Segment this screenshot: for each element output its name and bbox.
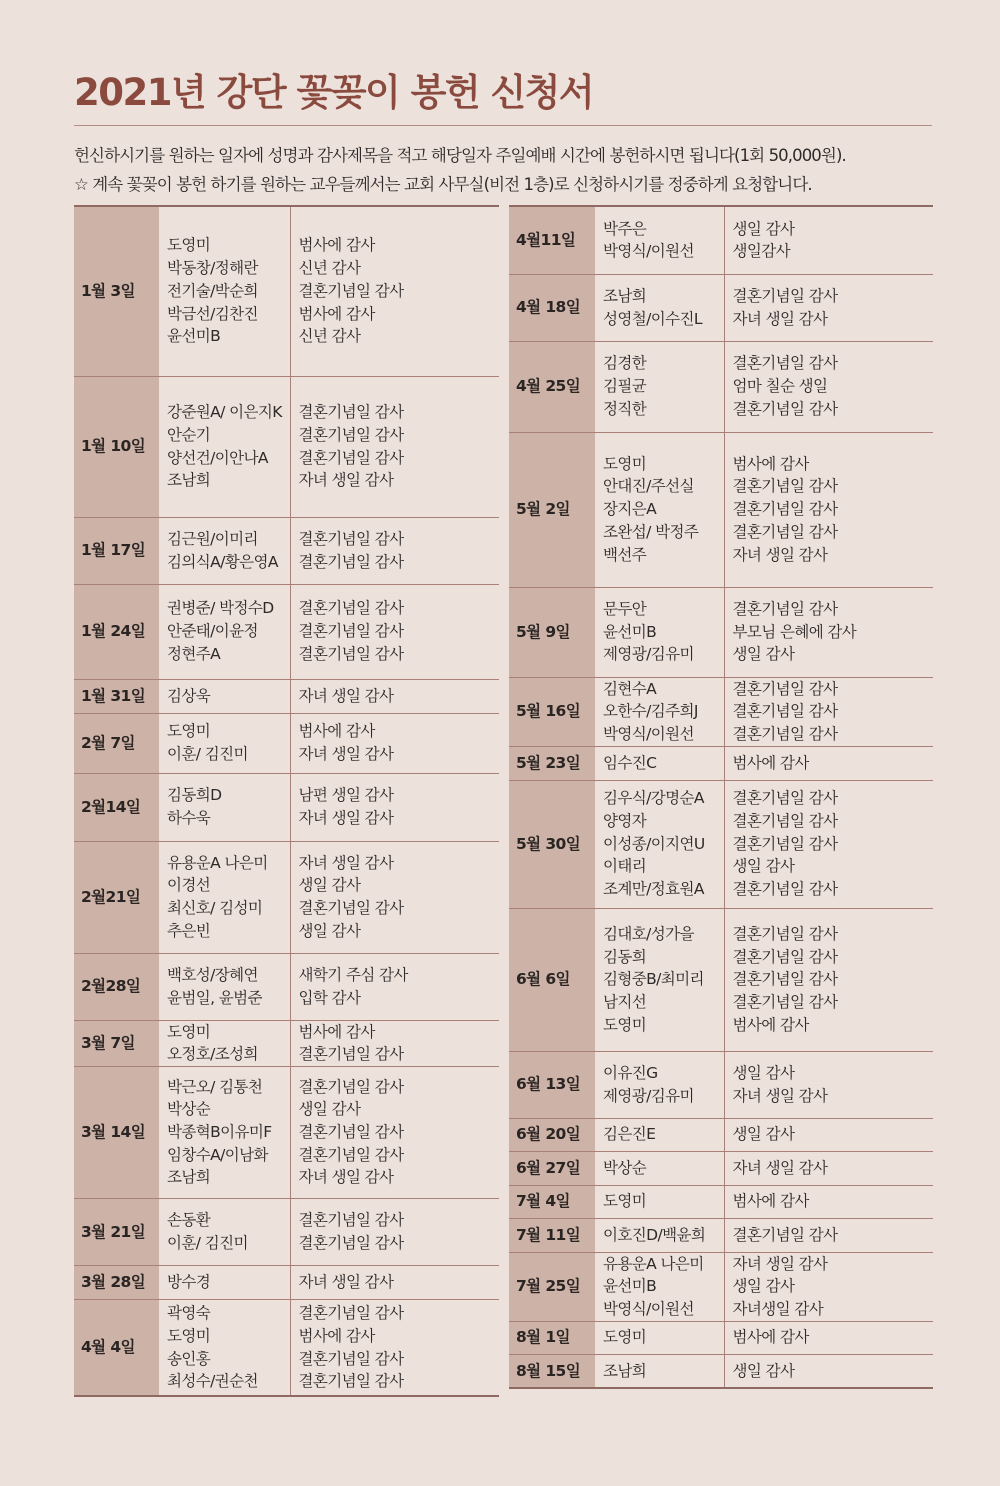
names-cell	[159, 1020, 290, 1066]
thanks-reason: 자녀 생일 감사	[732, 545, 828, 564]
donor-name: 전기술/박순희	[167, 281, 258, 300]
schedule-row	[74, 517, 499, 584]
thanks-cell	[724, 677, 933, 746]
thanks-cell	[724, 1185, 933, 1218]
thanks-reason: 범사에 감사	[732, 753, 809, 772]
thanks-reason: 결혼기념일 감사	[732, 354, 838, 373]
donor-name: 박상순	[603, 1158, 647, 1177]
donor-name: 권병준/ 박정수D	[167, 599, 274, 618]
names-cell	[595, 341, 724, 432]
date-cell: 5월 9일	[509, 587, 595, 677]
schedule-row	[74, 841, 499, 953]
thanks-reason: 결혼기념일 감사	[298, 599, 404, 618]
schedule-row	[509, 746, 933, 780]
thanks-reason: 입학 감사	[298, 988, 361, 1007]
donor-name: 조남희	[167, 1168, 211, 1187]
names-cell	[595, 274, 724, 341]
date-cell: 4월 18일	[509, 274, 595, 341]
schedule-row	[509, 587, 933, 677]
thanks-reason: 결혼기념일 감사	[298, 1349, 404, 1368]
date-cell: 3월 14일	[74, 1066, 159, 1198]
donor-name: 최성수/권순천	[167, 1372, 258, 1391]
donor-name: 김형중B/최미리	[603, 970, 704, 989]
donor-name: 김필균	[603, 377, 647, 396]
donor-name: 이훈/ 김진미	[167, 745, 248, 763]
thanks-cell	[724, 1218, 933, 1252]
donor-name: 이유진G	[603, 1063, 658, 1082]
thanks-reason: 생일 감사	[298, 921, 361, 940]
thanks-reason: 자녀 생일 감사	[298, 853, 394, 872]
schedule-row	[74, 206, 499, 376]
thanks-cell	[724, 1321, 933, 1354]
thanks-reason: 생일 감사	[298, 876, 361, 895]
date-cell: 3월 7일	[74, 1020, 159, 1066]
date-cell: 2월14일	[74, 773, 159, 841]
thanks-reason: 결혼기념일 감사	[732, 500, 838, 519]
names-cell	[595, 1321, 724, 1354]
donor-name: 도영미	[167, 1022, 211, 1041]
date-cell: 1월 10일	[74, 376, 159, 517]
thanks-cell	[724, 206, 933, 274]
thanks-reason: 범사에 감사	[298, 236, 375, 255]
date-cell: 5월 30일	[509, 780, 595, 908]
donor-name: 최신호/ 김성미	[167, 899, 263, 917]
donor-name: 박근오/ 김통천	[167, 1077, 263, 1096]
thanks-reason: 결혼기념일 감사	[298, 552, 404, 571]
names-cell	[159, 1066, 290, 1198]
donor-name: 백선주	[603, 545, 647, 564]
names-cell	[595, 587, 724, 677]
schedule-row	[74, 773, 499, 841]
date-cell: 1월 24일	[74, 584, 159, 679]
donor-name: 문두안	[603, 599, 647, 618]
thanks-reason: 생일 감사	[732, 1125, 795, 1144]
thanks-cell	[724, 1252, 933, 1321]
thanks-reason: 결혼기념일 감사	[732, 1225, 838, 1244]
date-cell: 6월 13일	[509, 1051, 595, 1118]
page-title: 2021년 강단 꽃꽂이 봉헌 신청서	[74, 71, 594, 114]
donor-name: 박금선/김찬진	[167, 304, 258, 323]
date-cell: 8월 15일	[509, 1354, 595, 1388]
date-cell: 8월 1일	[509, 1321, 595, 1354]
donor-name: 손동환	[167, 1211, 211, 1230]
schedule-row	[509, 1118, 933, 1151]
thanks-reason: 결혼기념일 감사	[298, 1304, 404, 1323]
donor-name: 장지은A	[603, 500, 657, 519]
thanks-cell	[724, 587, 933, 677]
schedule-row	[509, 908, 933, 1051]
thanks-cell	[724, 1118, 933, 1151]
schedule-row	[509, 274, 933, 341]
date-cell: 7월 25일	[509, 1252, 595, 1321]
thanks-reason: 범사에 감사	[298, 304, 375, 323]
thanks-reason: 결혼기념일 감사	[732, 724, 838, 743]
donor-name: 오한수/김주희J	[603, 702, 698, 721]
thanks-reason: 자녀 생일 감사	[298, 686, 394, 705]
names-cell	[159, 713, 290, 773]
thanks-reason: 자녀생일 감사	[732, 1300, 824, 1319]
donor-name: 윤선미B	[603, 622, 657, 641]
date-cell: 2월 7일	[74, 713, 159, 773]
thanks-cell	[724, 432, 933, 587]
thanks-reason: 범사에 감사	[298, 1326, 375, 1345]
schedule-row	[509, 1151, 933, 1185]
date-cell: 3월 21일	[74, 1198, 159, 1265]
thanks-reason: 결혼기념일 감사	[298, 899, 404, 917]
thanks-reason: 결혼기념일 감사	[732, 399, 838, 418]
names-cell	[595, 1151, 724, 1185]
thanks-reason: 결혼기념일 감사	[732, 924, 838, 943]
thanks-cell	[724, 1151, 933, 1185]
thanks-cell	[290, 1265, 499, 1299]
donor-name: 박영식/이원선	[603, 1300, 694, 1319]
thanks-reason: 생일 감사	[732, 1277, 795, 1296]
date-cell: 5월 16일	[509, 677, 595, 746]
thanks-reason: 결혼기념일 감사	[732, 679, 838, 698]
names-cell	[159, 841, 290, 953]
thanks-cell	[290, 1066, 499, 1198]
date-cell: 2월21일	[74, 841, 159, 953]
thanks-reason: 자녀 생일 감사	[298, 809, 394, 827]
donor-name: 도영미	[603, 1328, 647, 1347]
thanks-cell	[724, 908, 933, 1051]
donor-name: 남지선	[603, 992, 647, 1011]
instruction-line: 헌신하시기를 원하는 일자에 성명과 감사제목을 적고 해당일자 주일예배 시간에 봉헌하시면 됩니다(1회 50,000원).	[74, 146, 846, 165]
names-cell	[595, 1252, 724, 1321]
date-cell: 4월 25일	[509, 341, 595, 432]
thanks-reason: 결혼기념일 감사	[298, 1077, 404, 1096]
donor-name: 이태리	[603, 857, 647, 876]
date-cell: 4월11일	[509, 206, 595, 274]
thanks-reason: 자녀 생일 감사	[732, 1254, 828, 1273]
schedule-row	[74, 1066, 499, 1198]
donor-name: 양선건/이안나A	[167, 448, 268, 467]
schedule-row	[509, 780, 933, 908]
thanks-reason: 결혼기념일 감사	[732, 812, 838, 831]
thanks-reason: 결혼기념일 감사	[298, 644, 404, 663]
donor-name: 김의식A/황은영A	[167, 552, 278, 571]
thanks-reason: 결혼기념일 감사	[732, 789, 838, 808]
date-cell: 6월 6일	[509, 908, 595, 1051]
thanks-reason: 결혼기념일 감사	[298, 1123, 404, 1142]
donor-name: 박영식/이원선	[603, 242, 694, 261]
donor-name: 안대진/주선실	[603, 477, 694, 496]
thanks-reason: 범사에 감사	[298, 722, 375, 741]
donor-name: 박주은	[603, 219, 647, 238]
thanks-reason: 결혼기념일 감사	[732, 702, 838, 721]
donor-name: 송인홍	[167, 1349, 211, 1368]
donor-name: 임창수A/이남화	[167, 1145, 268, 1164]
thanks-reason: 범사에 감사	[298, 1022, 375, 1041]
donor-name: 윤선미B	[167, 327, 221, 346]
thanks-reason: 결혼기념일 감사	[732, 599, 838, 618]
names-cell	[159, 376, 290, 517]
schedule-table-right	[509, 205, 933, 1389]
thanks-reason: 자녀 생일 감사	[732, 309, 828, 328]
thanks-reason: 생일 감사	[732, 1361, 795, 1380]
title-divider	[74, 125, 932, 126]
thanks-cell	[724, 341, 933, 432]
schedule-row	[509, 1354, 933, 1388]
donor-name: 도영미	[603, 454, 647, 473]
donor-name: 양영자	[603, 812, 647, 831]
donor-name: 도영미	[167, 722, 211, 741]
thanks-reason: 생일 감사	[732, 1063, 795, 1082]
schedule-row	[509, 1185, 933, 1218]
thanks-reason: 자녀 생일 감사	[298, 471, 394, 490]
thanks-reason: 자녀 생일 감사	[298, 745, 394, 763]
donor-name: 김은진E	[603, 1125, 656, 1144]
date-cell: 6월 20일	[509, 1118, 595, 1151]
thanks-reason: 생일 감사	[732, 219, 795, 238]
names-cell	[595, 1051, 724, 1118]
donor-name: 유용운A 나은미	[167, 853, 268, 872]
thanks-reason: 결혼기념일 감사	[732, 834, 838, 853]
thanks-reason: 자녀 생일 감사	[298, 1168, 394, 1187]
donor-name: 조남희	[603, 286, 647, 305]
schedule-row	[509, 432, 933, 587]
thanks-reason: 엄마 칠순 생일	[732, 377, 828, 396]
schedule-row	[509, 341, 933, 432]
thanks-cell	[290, 953, 499, 1020]
date-cell: 6월 27일	[509, 1151, 595, 1185]
donor-name: 김대호/성가을	[603, 924, 694, 943]
donor-name: 김근원/이미리	[167, 529, 258, 548]
thanks-reason: 결혼기념일 감사	[298, 403, 404, 422]
schedule-row	[509, 206, 933, 274]
names-cell	[595, 780, 724, 908]
names-cell	[159, 517, 290, 584]
schedule-row	[74, 1265, 499, 1299]
donor-name: 하수욱	[167, 809, 211, 827]
thanks-reason: 생일 감사	[732, 645, 795, 664]
thanks-reason: 결혼기념일 감사	[298, 1233, 404, 1252]
thanks-reason: 범사에 감사	[732, 1192, 809, 1211]
donor-name: 도영미	[603, 1192, 647, 1211]
names-cell	[159, 1265, 290, 1299]
donor-name: 김상욱	[167, 686, 211, 705]
donor-name: 윤선미B	[603, 1277, 657, 1296]
thanks-reason: 결혼기념일 감사	[298, 1372, 404, 1391]
date-cell: 5월 23일	[509, 746, 595, 780]
donor-name: 조남희	[167, 471, 211, 490]
schedule-row	[74, 713, 499, 773]
thanks-reason: 결혼기념일 감사	[298, 1045, 404, 1064]
date-cell: 1월 17일	[74, 517, 159, 584]
schedule-row	[509, 1218, 933, 1252]
donor-name: 오정호/조성희	[167, 1045, 258, 1064]
donor-name: 추은빈	[167, 921, 211, 940]
thanks-cell	[724, 274, 933, 341]
schedule-row	[74, 376, 499, 517]
thanks-cell	[290, 713, 499, 773]
donor-name: 박종혁B이유미F	[167, 1123, 272, 1142]
schedule-row	[74, 584, 499, 679]
names-cell	[159, 679, 290, 713]
names-cell	[159, 1299, 290, 1396]
donor-name: 제영광/김유미	[603, 1086, 694, 1105]
thanks-cell	[290, 584, 499, 679]
thanks-cell	[724, 1354, 933, 1388]
donor-name: 임수진C	[603, 753, 657, 772]
names-cell	[595, 746, 724, 780]
donor-name: 정현주A	[167, 644, 221, 663]
thanks-reason: 부모님 은혜에 감사	[732, 622, 857, 641]
thanks-reason: 결혼기념일 감사	[298, 448, 404, 467]
date-cell: 5월 2일	[509, 432, 595, 587]
schedule-row	[74, 1299, 499, 1396]
names-cell	[159, 773, 290, 841]
donor-name: 김경한	[603, 354, 647, 373]
donor-name: 제영광/김유미	[603, 645, 694, 664]
names-cell	[159, 1198, 290, 1265]
thanks-reason: 결혼기념일 감사	[298, 281, 404, 300]
thanks-reason: 범사에 감사	[732, 454, 809, 473]
thanks-cell	[290, 517, 499, 584]
names-cell	[595, 1354, 724, 1388]
donor-name: 유용운A 나은미	[603, 1254, 704, 1273]
thanks-reason: 결혼기념일 감사	[732, 477, 838, 496]
thanks-reason: 자녀 생일 감사	[298, 1273, 394, 1292]
donor-name: 강준원A/ 이은지K	[167, 403, 282, 422]
names-cell	[595, 1218, 724, 1252]
date-cell: 1월 3일	[74, 206, 159, 376]
names-cell	[595, 1185, 724, 1218]
donor-name: 백호성/장혜연	[167, 965, 258, 984]
thanks-reason: 범사에 감사	[732, 1328, 809, 1347]
donor-name: 안순기	[167, 425, 211, 444]
thanks-reason: 생일 감사	[298, 1100, 361, 1119]
schedule-row	[74, 1198, 499, 1265]
date-cell: 7월 11일	[509, 1218, 595, 1252]
names-cell	[159, 206, 290, 376]
names-cell	[595, 206, 724, 274]
donor-name: 정직한	[603, 399, 647, 418]
thanks-reason: 결혼기념일 감사	[732, 880, 838, 899]
donor-name: 성영철/이수진L	[603, 309, 702, 328]
date-cell: 1월 31일	[74, 679, 159, 713]
thanks-reason: 남편 생일 감사	[298, 786, 394, 805]
names-cell	[595, 1118, 724, 1151]
donor-name: 도영미	[167, 1326, 211, 1345]
schedule-row	[509, 1321, 933, 1354]
thanks-reason: 결혼기념일 감사	[732, 286, 838, 305]
date-cell: 2월28일	[74, 953, 159, 1020]
thanks-cell	[290, 679, 499, 713]
donor-name: 조완섭/ 박정주	[603, 522, 699, 541]
thanks-reason: 신년 감사	[298, 259, 361, 278]
schedule-table-left	[74, 205, 499, 1397]
donor-name: 박상순	[167, 1100, 211, 1119]
thanks-reason: 생일감사	[732, 242, 790, 261]
donor-name: 안준태/이윤정	[167, 622, 258, 641]
thanks-reason: 결혼기념일 감사	[298, 1211, 404, 1230]
donor-name: 이호진D/백윤희	[603, 1225, 706, 1244]
donor-name: 김우식/강명순A	[603, 789, 704, 808]
thanks-cell	[724, 746, 933, 780]
schedule-row	[509, 677, 933, 746]
donor-name: 도영미	[167, 236, 211, 255]
donor-name: 박동창/정해란	[167, 259, 258, 278]
thanks-reason: 결혼기념일 감사	[298, 529, 404, 548]
thanks-reason: 범사에 감사	[732, 1015, 809, 1034]
thanks-reason: 자녀 생일 감사	[732, 1086, 828, 1105]
instructions	[74, 141, 944, 199]
thanks-cell	[290, 376, 499, 517]
schedule-row	[74, 953, 499, 1020]
donor-name: 김현수A	[603, 679, 657, 698]
thanks-reason: 결혼기념일 감사	[298, 622, 404, 641]
donor-name: 김동희	[603, 947, 647, 966]
donor-name: 김동희D	[167, 786, 222, 805]
thanks-reason: 생일 감사	[732, 857, 795, 876]
schedule-row	[509, 1051, 933, 1118]
names-cell	[159, 953, 290, 1020]
thanks-reason: 자녀 생일 감사	[732, 1158, 828, 1177]
date-cell: 3월 28일	[74, 1265, 159, 1299]
names-cell	[595, 908, 724, 1051]
thanks-cell	[724, 780, 933, 908]
thanks-cell	[290, 1299, 499, 1396]
donor-name: 조계만/정효원A	[603, 880, 704, 899]
date-cell: 4월 4일	[74, 1299, 159, 1396]
date-cell: 7월 4일	[509, 1185, 595, 1218]
names-cell	[595, 432, 724, 587]
donor-name: 곽영숙	[167, 1304, 211, 1323]
donor-name: 방수경	[167, 1273, 211, 1292]
schedule-row	[74, 679, 499, 713]
thanks-reason: 신년 감사	[298, 327, 361, 346]
donor-name: 이성종/이지연U	[603, 834, 705, 853]
names-cell	[595, 677, 724, 746]
thanks-reason: 새학기 주심 감사	[298, 965, 408, 984]
donor-name: 이훈/ 김진미	[167, 1233, 248, 1252]
donor-name: 박영식/이원선	[603, 724, 694, 743]
thanks-cell	[290, 1020, 499, 1066]
names-cell	[159, 584, 290, 679]
thanks-reason: 결혼기념일 감사	[732, 992, 838, 1011]
schedule-row	[74, 1020, 499, 1066]
thanks-reason: 결혼기념일 감사	[732, 947, 838, 966]
thanks-cell	[290, 841, 499, 953]
schedule-row	[509, 1252, 933, 1321]
thanks-cell	[290, 1198, 499, 1265]
donor-name: 조남희	[603, 1361, 647, 1380]
thanks-reason: 결혼기념일 감사	[298, 1145, 404, 1164]
donor-name: 도영미	[603, 1015, 647, 1034]
thanks-reason: 결혼기념일 감사	[732, 522, 838, 541]
thanks-cell	[290, 773, 499, 841]
thanks-reason: 결혼기념일 감사	[732, 970, 838, 989]
donor-name: 이경선	[167, 876, 211, 895]
thanks-cell	[290, 206, 499, 376]
thanks-reason: 결혼기념일 감사	[298, 425, 404, 444]
instruction-note: ☆ 계속 꽃꽂이 봉헌 하기를 원하는 교우들께서는 교회 사무실(비전 1층)로 신청하시기를 정중하게 요청합니다.	[74, 175, 812, 194]
donor-name: 윤범일, 윤범준	[167, 988, 262, 1007]
thanks-cell	[724, 1051, 933, 1118]
